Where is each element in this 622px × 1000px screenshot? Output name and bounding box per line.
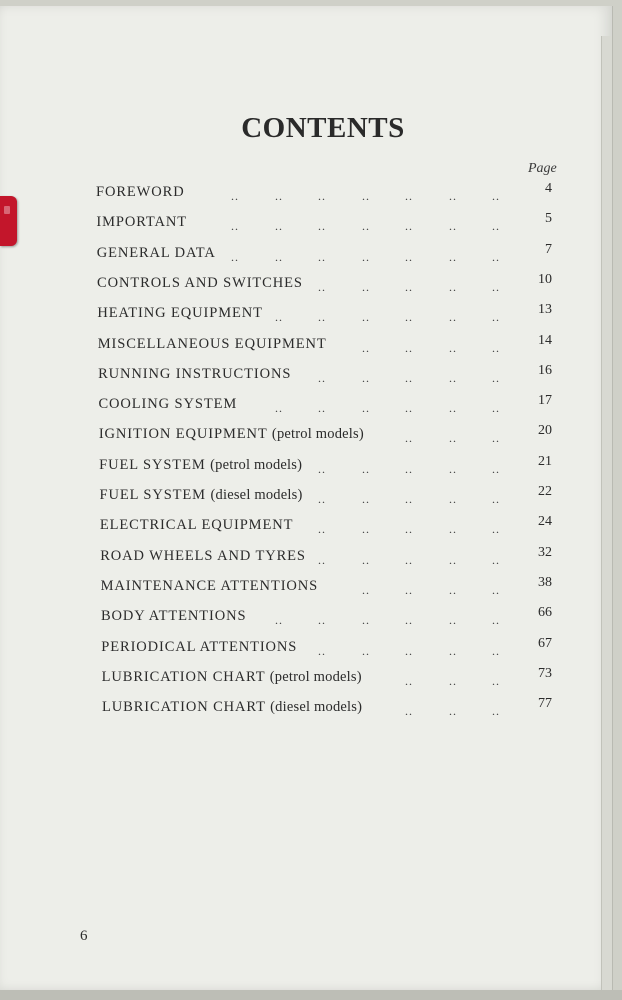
toc-entry-page: 14 — [537, 332, 552, 348]
toc-entry-page: 77 — [538, 696, 552, 712]
leader-dots: .. — [317, 401, 326, 416]
toc-entry[interactable] — [96, 241, 552, 267]
toc-entry-title: MISCELLANEOUS EQUIPMENT — [97, 335, 327, 352]
toc-entry-label — [98, 396, 237, 413]
leader-dots: .. — [491, 582, 500, 597]
toc-entry-title: HEATING EQUIPMENT — [97, 305, 263, 322]
toc-entry-page: 16 — [537, 362, 552, 378]
toc-entry-page: 7 — [544, 241, 552, 257]
leader-dots: .. — [274, 310, 283, 325]
leader-dots: .. — [449, 189, 457, 203]
leader-dots: .. — [404, 370, 413, 385]
leader-dots: .. — [230, 219, 239, 234]
toc-entry-title: MAINTENANCE ATTENTIONS — [100, 577, 319, 594]
toc-entry-label — [100, 548, 306, 565]
leader-dots: .. — [361, 613, 370, 628]
leader-dots: .. — [361, 310, 370, 325]
toc-entry-label — [99, 426, 364, 443]
toc-entry-title: COOLING SYSTEM — [98, 396, 238, 413]
toc-entry-label — [99, 457, 302, 474]
toc-entry-title: RUNNING INSTRUCTIONS — [98, 365, 292, 382]
leader-dots: .. — [449, 704, 457, 719]
toc-entry[interactable] — [99, 514, 552, 539]
leader-dots: .. — [317, 310, 326, 325]
leader-dots: .. — [317, 492, 326, 506]
leader-dots: .. — [361, 552, 370, 567]
page-number: 6 — [80, 928, 88, 944]
leader-dots: .. — [448, 340, 457, 355]
toc-entry-label — [101, 639, 297, 656]
toc-entry-label — [98, 366, 291, 383]
toc-entry-title: PERIODICAL ATTENTIONS — [101, 638, 298, 655]
leader-dots: .. — [448, 370, 457, 385]
leader-dots: .. — [448, 613, 457, 628]
leader-dots: .. — [491, 552, 500, 567]
leader-dots: .. — [274, 613, 283, 628]
toc-entry-title: FUEL SYSTEM — [99, 487, 206, 503]
leader-dots: .. — [318, 189, 326, 203]
leader-dots: .. — [317, 522, 326, 537]
leader-dots: .. — [361, 249, 370, 264]
toc-entry-page: 13 — [537, 302, 552, 318]
page-edge — [601, 36, 612, 996]
toc-entry-label — [97, 275, 303, 292]
leader-dots: .. — [448, 279, 457, 294]
leader-dots: .. — [317, 643, 326, 658]
leader-dots: .. — [448, 552, 457, 567]
leader-dots: .. — [404, 279, 413, 294]
leader-dots: .. — [491, 370, 500, 385]
leader-dots: .. — [361, 401, 370, 416]
toc-entry-title: FUEL SYSTEM — [99, 456, 206, 473]
leader-dots: .. — [361, 461, 370, 476]
toc-entry[interactable] — [97, 302, 552, 327]
leader-dots: .. — [361, 340, 370, 355]
leader-dots: .. — [361, 492, 370, 506]
leader-dots: .. — [404, 401, 413, 416]
toc-entry-title: IGNITION EQUIPMENT — [98, 426, 268, 443]
toc-entry-label — [97, 305, 263, 322]
leader-dots: .. — [362, 189, 370, 203]
leader-dots: .. — [275, 189, 283, 203]
toc-entry[interactable] — [100, 544, 552, 570]
toc-entry-qualifier: (diesel models) — [270, 699, 363, 716]
leader-dots: .. — [361, 370, 370, 385]
toc-entry-title: FOREWORD — [96, 184, 185, 200]
leader-dots: .. — [404, 340, 413, 355]
leader-dots: .. — [448, 582, 457, 597]
leader-dots: .. — [361, 279, 370, 294]
leader-dots: .. — [491, 249, 500, 264]
toc-entry-page: 38 — [537, 574, 552, 590]
toc-entry[interactable] — [98, 362, 552, 388]
toc-entry-label — [98, 336, 327, 353]
leader-dots: .. — [317, 552, 326, 567]
toc-entry[interactable] — [102, 696, 552, 721]
leader-dots: .. — [448, 249, 457, 264]
leader-dots: .. — [491, 431, 500, 446]
leader-dots: .. — [491, 279, 500, 294]
leader-dots: .. — [405, 704, 413, 719]
toc-entry-qualifier: (petrol models) — [210, 456, 303, 473]
leader-dots: .. — [274, 401, 283, 416]
toc-entry[interactable] — [100, 574, 552, 600]
leader-dots: .. — [448, 431, 457, 446]
page-column-heading: Page — [528, 161, 557, 176]
leader-dots: .. — [404, 461, 413, 476]
leader-dots: .. — [492, 704, 500, 719]
toc-entry-qualifier: (petrol models) — [271, 426, 364, 443]
leader-dots: .. — [491, 613, 500, 628]
toc-entry[interactable] — [96, 181, 552, 206]
leader-dots: .. — [448, 461, 457, 476]
toc-entry-label — [102, 669, 362, 686]
toc-entry-page: 24 — [537, 514, 552, 530]
leader-dots: .. — [491, 461, 500, 476]
toc-entry[interactable] — [97, 332, 552, 358]
toc-entry-qualifier: (diesel models) — [210, 487, 303, 503]
leader-dots: .. — [231, 189, 239, 203]
toc-entry[interactable] — [98, 393, 552, 418]
leader-dots: .. — [491, 310, 500, 325]
toc-entry-label — [100, 517, 293, 534]
leader-dots: .. — [317, 249, 326, 264]
leader-dots: .. — [317, 613, 326, 628]
page-bottom-edge — [0, 990, 622, 1000]
page-title: CONTENTS — [241, 112, 405, 144]
toc-entry-title: IMPORTANT — [96, 214, 187, 231]
leader-dots: .. — [404, 431, 413, 446]
toc-entry-page: 17 — [537, 393, 552, 409]
leader-dots: .. — [404, 492, 413, 506]
toc-entry[interactable] — [101, 665, 552, 691]
leader-dots: .. — [448, 643, 457, 658]
toc-entry-label — [102, 699, 362, 716]
toc-entry-title: ELECTRICAL EQUIPMENT — [99, 517, 294, 534]
toc-entry[interactable] — [100, 605, 552, 630]
leader-dots: .. — [491, 643, 500, 658]
toc-entry-title: ROAD WHEELS AND TYRES — [100, 547, 306, 564]
leader-dots: .. — [448, 219, 457, 234]
toc-entry-page: 5 — [544, 211, 552, 227]
leader-dots: .. — [404, 552, 413, 567]
leader-dots: .. — [404, 310, 413, 325]
toc-entry-label — [100, 487, 303, 504]
toc-entry-title: LUBRICATION CHART — [101, 668, 266, 685]
toc-entry-title: GENERAL DATA — [96, 244, 216, 261]
leader-dots: .. — [404, 673, 413, 688]
toc-entry[interactable] — [101, 635, 552, 661]
toc-entry[interactable] — [99, 484, 552, 509]
toc-entry-page: 66 — [537, 605, 552, 621]
toc-entry-page: 32 — [537, 544, 552, 560]
leader-dots: .. — [317, 461, 326, 476]
leader-dots: .. — [491, 340, 500, 355]
toc-entry-page: 4 — [545, 181, 552, 196]
leader-dots: .. — [448, 401, 457, 416]
leader-dots: .. — [405, 189, 413, 203]
leader-dots: .. — [317, 370, 326, 385]
leader-dots: .. — [317, 219, 326, 234]
leader-dots: .. — [404, 249, 413, 264]
leader-dots: .. — [230, 249, 239, 264]
toc-entry-label — [96, 184, 185, 201]
red-index-tab[interactable] — [0, 196, 17, 246]
leader-dots: .. — [361, 522, 370, 537]
leader-dots: .. — [491, 522, 500, 537]
toc-entry-label — [97, 245, 216, 262]
toc-entry-page: 21 — [537, 453, 552, 469]
leader-dots: .. — [317, 279, 326, 294]
toc-entry-title: BODY ATTENTIONS — [100, 608, 247, 625]
toc-entry-page: 67 — [537, 635, 552, 651]
leader-dots: .. — [404, 613, 413, 628]
toc-entry-page: 73 — [537, 665, 552, 681]
leader-dots: .. — [448, 492, 457, 506]
toc-entry[interactable] — [98, 423, 552, 448]
toc-entry-title: CONTROLS AND SWITCHES — [97, 274, 303, 291]
toc-entry-label — [96, 214, 187, 231]
leader-dots: .. — [491, 219, 500, 234]
leader-dots: .. — [492, 189, 500, 203]
leader-dots: .. — [448, 522, 457, 537]
toc-entry-page: 20 — [537, 423, 552, 439]
leader-dots: .. — [361, 219, 370, 234]
leader-dots: .. — [491, 401, 500, 416]
toc-entry-page: 10 — [537, 271, 552, 287]
toc-entry-label — [101, 578, 319, 595]
toc-entry-label — [101, 608, 246, 625]
leader-dots: .. — [404, 219, 413, 234]
leader-dots: .. — [274, 219, 283, 234]
leader-dots: .. — [448, 310, 457, 325]
leader-dots: .. — [404, 643, 413, 658]
leader-dots: .. — [404, 582, 413, 597]
leader-dots: .. — [274, 249, 283, 264]
leader-dots: .. — [361, 582, 370, 597]
toc-entry[interactable] — [99, 453, 552, 479]
leader-dots: .. — [491, 492, 500, 506]
leader-dots: .. — [448, 673, 457, 688]
toc-entry[interactable] — [96, 211, 552, 236]
toc-entry-qualifier: (petrol models) — [269, 668, 362, 685]
toc-entry-title: LUBRICATION CHART — [102, 699, 266, 716]
leader-dots: .. — [491, 673, 500, 688]
leader-dots: .. — [404, 522, 413, 537]
toc-entry[interactable] — [97, 271, 552, 297]
leader-dots: .. — [361, 643, 370, 658]
toc-entry-page: 22 — [537, 484, 552, 499]
